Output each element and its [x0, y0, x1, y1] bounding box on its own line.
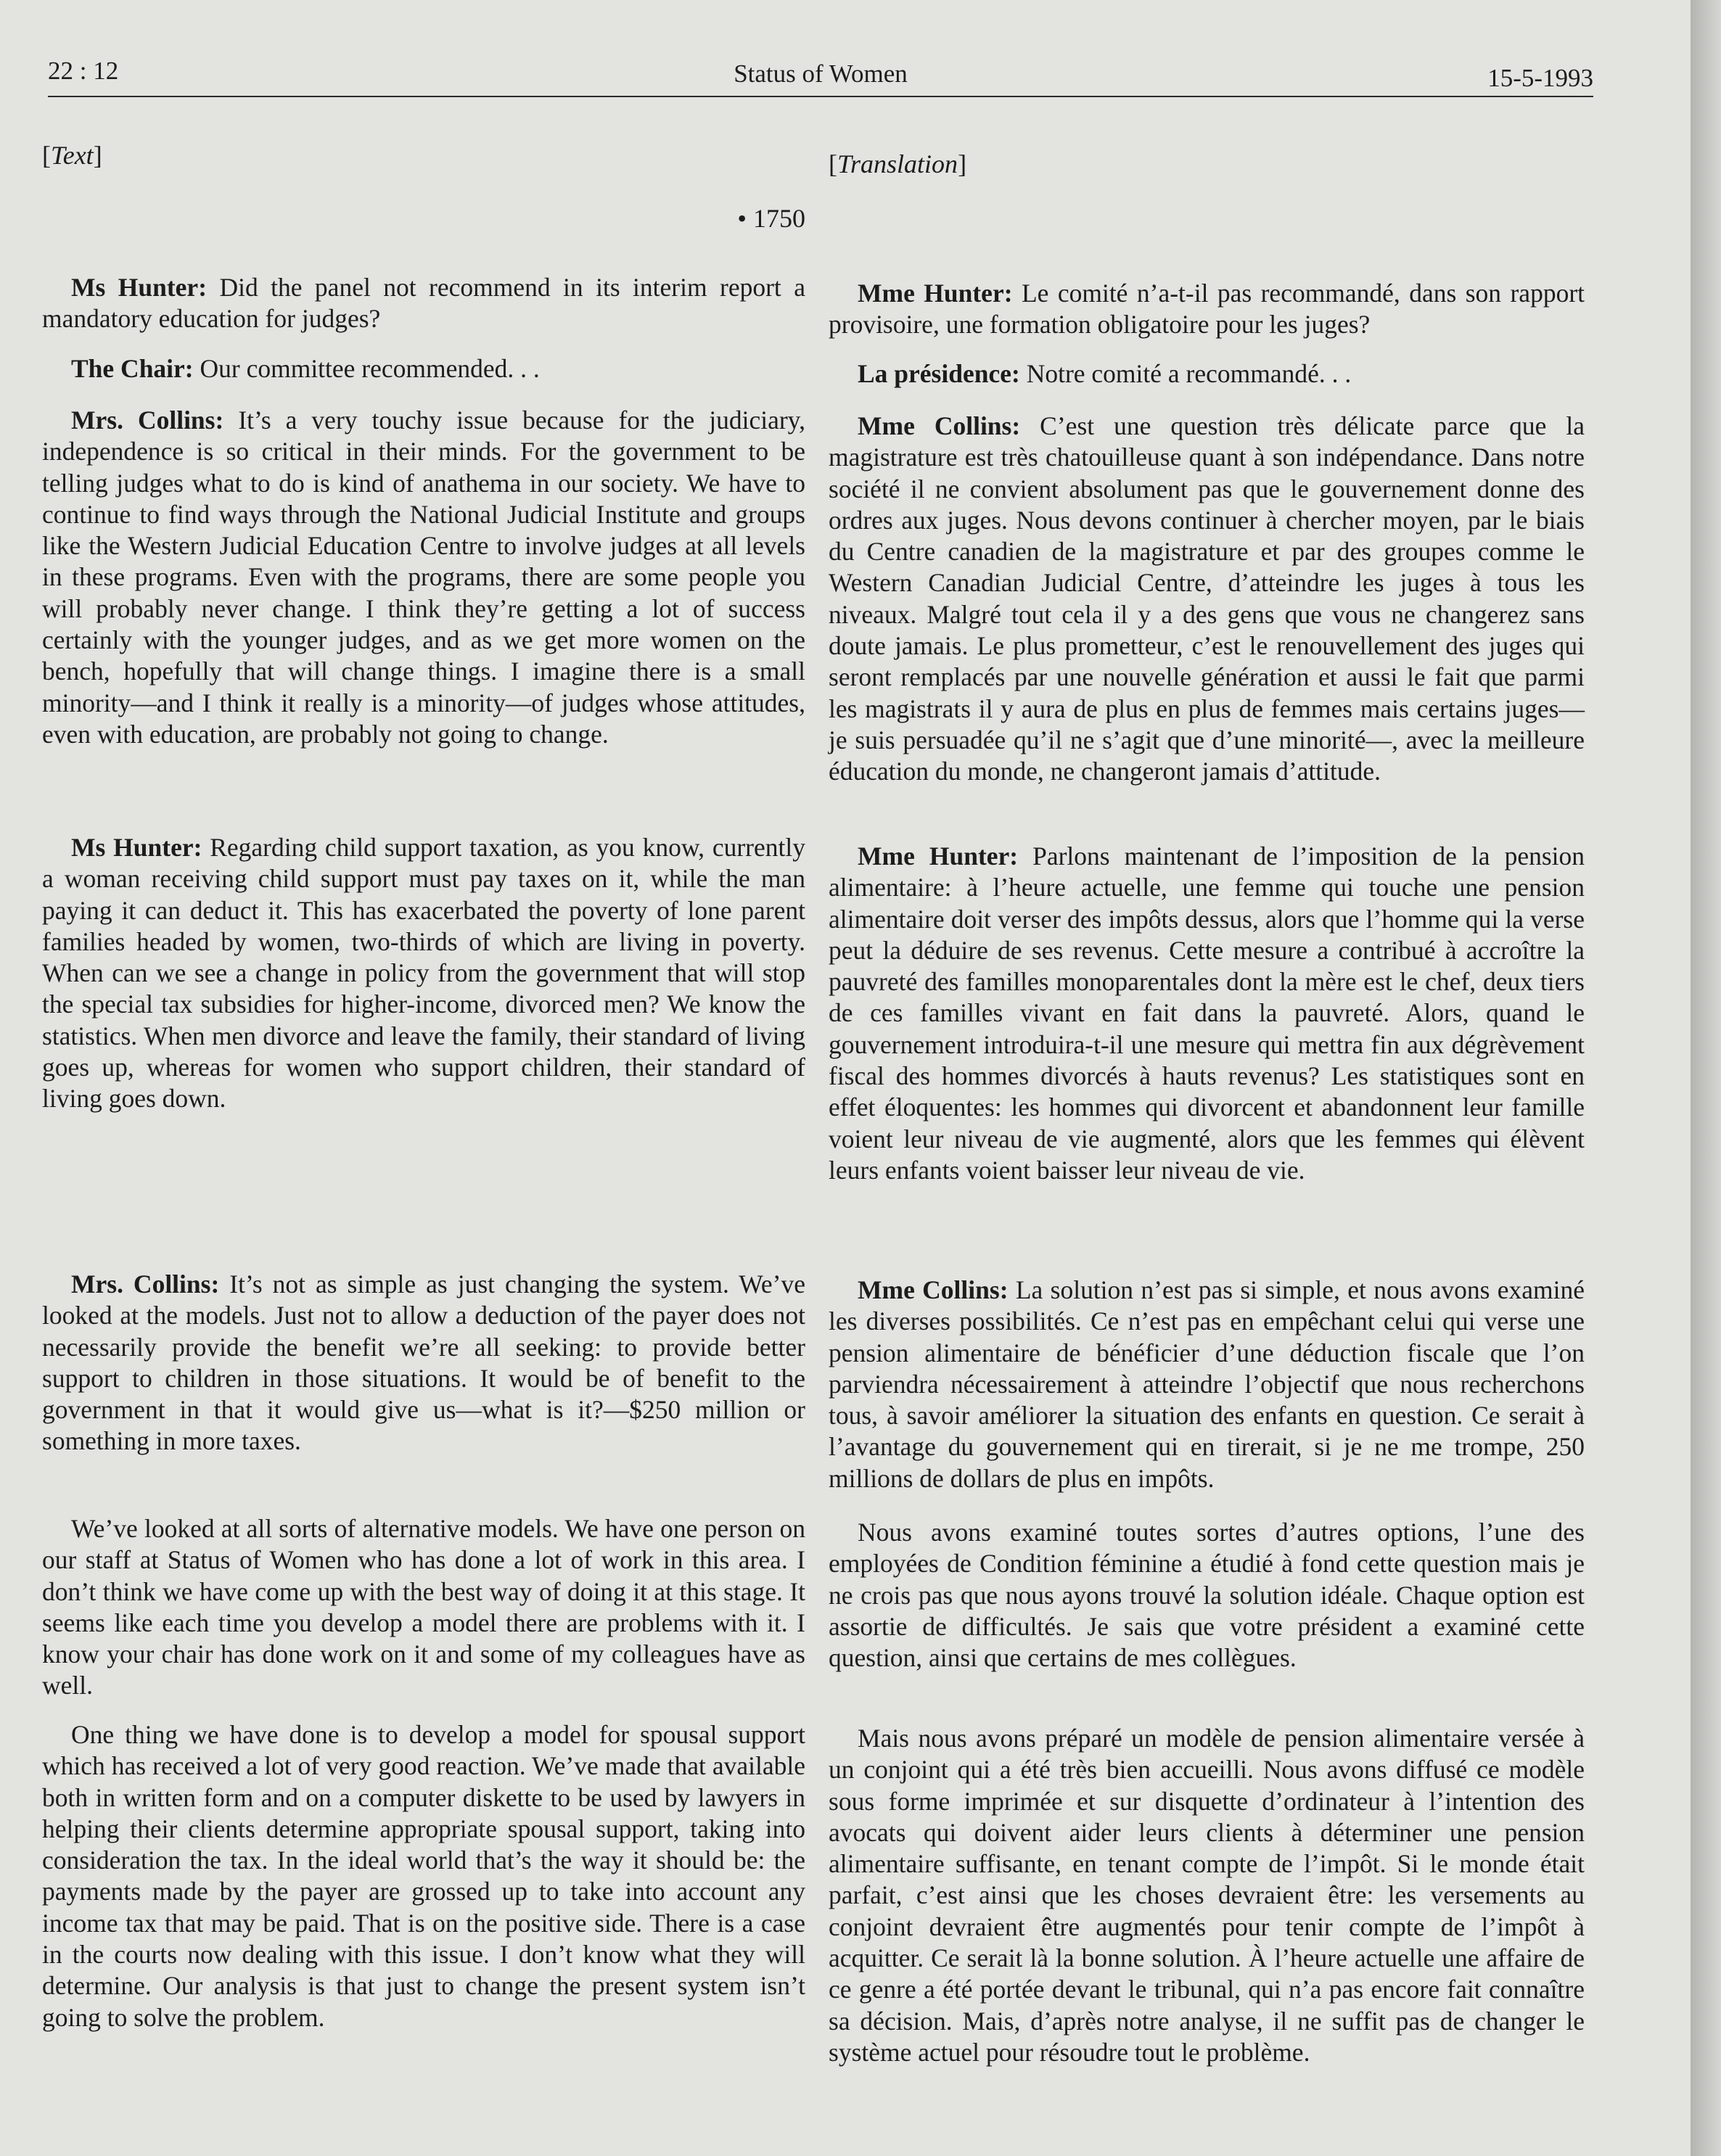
english-column — [42, 140, 805, 171]
column-tag: [Translation] — [829, 149, 967, 178]
speaker-name: Ms Hunter: — [71, 833, 202, 862]
speech-text: Regarding child support taxation, as you know, currently a woman receiving child support must pay taxes on it, while the man paying it can deduct it. This has exacerbated the poverty of lone parent families headed by women, two-thirds of which are living in poverty. When can we see a change in policy from the government that will stop the special tax subsidies for higher-income, divorced men? We know the statistics. When men divorce and leave the family, their standard of living goes up, whereas for women who support children, their standard of living goes down. — [42, 833, 805, 1114]
speaker-name: Mrs. Collins: — [71, 406, 224, 435]
speech-text: Parlons maintenant de l’imposition de la pension alimentaire: à l’heure actuelle, une femme qui touche une pension alimentaire doit verser des impôts dessus, alors que l’homme qui la verse peut la déduire de ses revenus. Cette mesure a contribué à accroître la pauvreté des familles monoparentales dont la mère est le chef, deux tiers de ces familles vivant en fait dans la pauvreté. Alors, quand le gouvernement introduira-t-il une mesure qui mettra fin aux dégrèvement fiscal des hommes divorcés à hauts revenus? Les statistiques sont en effet éloquentes: les hommes qui divorcent et abandonnent leur famille voient leur niveau de vie augmenté, alors que les femmes qui élèvent leurs enfants voient baisser leur niveau de vie. — [829, 842, 1585, 1185]
speaker-name: Mme Hunter: — [858, 842, 1019, 871]
speaker-name: La présidence: — [858, 359, 1020, 388]
speech-paragraph — [42, 353, 805, 384]
french-column — [829, 149, 1585, 180]
page-edge-shadow — [1691, 0, 1721, 2156]
speech-paragraph — [42, 272, 805, 335]
speech-text: Le comité n’a-t-il pas recommandé, dans son rapport provisoire, une formation obligatoire pour les juges? — [829, 279, 1585, 340]
speech-paragraph — [829, 411, 1585, 788]
speech-paragraph: Mais nous avons préparé un modèle de pension alimentaire versée à un conjoint qui a été très bien accueilli. Nous avons diffusé ce modèle sous forme imprimée et sur disquette d’ordinateur à l’intention des avocats qui doivent aider leurs clients à déterminer une pension alimentaire suffisante, en tenant compte de l’impôt. Si le monde était parfait, c’est ainsi que les choses devraient être: les versements au conjoint devraient être augmentés pour tenir compte de l’impôt à acquitter. Ce serait là la bonne solution. À l’heure actuelle une affaire de ce genre a été portée devant le tribunal, qui n’a pas encore fait connaître sa décision. Mais, d’après notre analyse, il ne suffit pas de changer le système actuel pour résoudre tout le problème. — [829, 1724, 1585, 2067]
running-header — [48, 57, 1593, 97]
speech-paragraph — [829, 841, 1585, 1186]
speech-paragraph: We’ve looked at all sorts of alternative models. We have one person on our staff at Status of Women who has done a lot of work in this area. I don’t think we have come up with the best way of doing it at this stage. It seems like each time you develop a model there are problems with it. I know your chair has done work on it and some of my colleagues have as well. — [42, 1514, 805, 1700]
speech-text: Notre comité a recommandé. . . — [1019, 359, 1352, 388]
speaker-name: The Chair: — [71, 354, 194, 383]
speech-paragraph — [42, 832, 805, 1115]
header-date: 15-5-1993 — [1487, 64, 1593, 92]
speaker-name: Mme Hunter: — [858, 279, 1013, 308]
time-marker: • 1750 — [737, 204, 805, 233]
speech-paragraph — [42, 1269, 805, 1457]
speech-text: Did the panel not recommend in its interim report a mandatory education for judges? — [42, 273, 805, 334]
speaker-name: Mme Collins: — [858, 1275, 1009, 1304]
speaker-name: Mme Collins: — [858, 411, 1021, 440]
speech-text: It’s a very touchy issue because for the judiciary, independence is so critical in their minds. For the government to be telling judges what to do is kind of anathema in our society. We have to continue to find ways through the National Judicial Institute and groups like the Western Judicial Education Centre to involve judges at all levels in these programs. Even with the programs, there are some people you will probably never change. I think they’re getting a lot of success certainly with the younger judges, and as we get more women on the bench, hopefully that will change things. I imagine there is a small minority—and I think it really is a minority—of judges whose attitudes, even with education, are probably not going to change. — [42, 406, 805, 749]
speech-text: La solution n’est pas si simple, et nous avons examiné les diverses possibilités. Ce n’est pas en empêchant celui qui verse une pension alimentaire de bénéficier d’une déduction fiscale que l’on parviendra nécessairement à atteindre l’objectif que nous recherchons tous, à savoir améliorer la situation des enfants en question. Ce serait à l’avantage du gouvernement qui en tirerait, si je ne me trompe, 250 millions de dollars de plus en impôts. — [829, 1275, 1585, 1493]
speech-text: Our committee recommended. . . — [193, 354, 540, 383]
header-rule — [48, 96, 1593, 97]
speech-paragraph: One thing we have done is to develop a model for spousal support which has received a lot of very good reaction. We’ve made that available both in written form and on a computer diskette to be used by lawyers in helping their clients determine appropriate spousal support, taking into consideration the tax. In the ideal world that’s the way it should be: the payments made by the payer are grossed up to take into account any income tax that may be paid. That is on the positive side. There is a case in the courts now dealing with this issue. I don’t know what they will determine. Our analysis is that just to change the present system isn’t going to solve the problem. — [42, 1720, 805, 2032]
speaker-name: Mrs. Collins: — [71, 1270, 220, 1299]
speech-paragraph — [829, 358, 1585, 390]
column-tag: [Text] — [42, 141, 102, 170]
speech-text: It’s not as simple as just changing the system. We’ve looked at the models. Just not to allow a deduction of the payer does not necessarily provide the benefit we’re all seeking: to provide better support to children in those situations. It would be of benefit to the government in that it would give us—what is it?—$250 million or something in more taxes. — [42, 1270, 805, 1456]
speech-paragraph — [829, 278, 1585, 341]
speech-paragraph — [42, 405, 805, 750]
speech-paragraph — [829, 1275, 1585, 1494]
page-reference: 22 : 12 — [48, 57, 119, 85]
publication-title: Status of Women — [734, 59, 908, 88]
speech-paragraph: Nous avons examiné toutes sortes d’autres options, l’une des employées de Condition féminine a étudié à fond cette question mais je ne crois pas que nous ayons trouvé la solution idéale. Chaque option est assortie de difficultés. Je sais que votre président a examiné cette question, ainsi que certains de mes collègues. — [829, 1518, 1585, 1673]
speech-text: C’est une question très délicate parce que la magistrature est très chatouilleuse quant à son indépendance. Dans notre société il ne convient absolument pas que le gouvernement donne des ordres aux juges. Nous devons continuer à chercher moyen, par le biais du Centre canadien de la magistrature et par des groupes comme le Western Canadian Judicial Centre, d’atteindre les juges à tous les niveaux. Malgré tout cela il y a des gens que vous ne changerez sans doute jamais. Le plus prometteur, c’est le renouvellement des juges qui seront remplacés par une nouvelle génération et aussi le fait que parmi les magistrats il y aura de plus en plus de femmes mais certains juges—je suis persuadée qu’il ne s’agit que d’une minorité—, avec la meilleure éducation du monde, ne changeront jamais d’attitude. — [829, 411, 1585, 786]
speaker-name: Ms Hunter: — [71, 273, 208, 302]
